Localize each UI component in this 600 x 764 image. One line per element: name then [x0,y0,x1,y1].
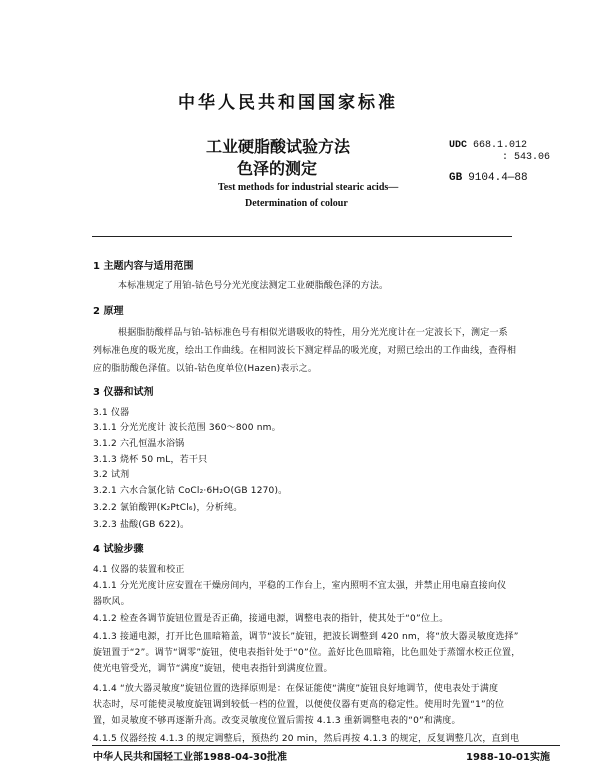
section-2-line2: 列标准色度的吸光度，绘出工作曲线。在相同波长下测定样品的吸光度，对照已绘出的工作曲线，查得相 [93,346,517,356]
section-1-paragraph: 本标准规定了用铂-钴色号分光光度法测定工业硬脂酸色泽的方法。 [118,281,389,291]
section-2-heading: 2 原理 [93,306,124,317]
item-3-1: 3.1 仪器 [93,408,130,418]
item-3-2-3: 3.2.3 盐酸(GB 622)。 [93,520,190,530]
item-4-1-5-line1: 4.1.5 仪器经按 4.1.3 的规定调整后，预热约 20 min，然后再按 4.1.3 的规定，反复调整几次，直到电 [93,734,520,744]
title-chinese-line2: 色泽的测定 [237,159,318,178]
item-4-1-4-line1: 4.1.4 “放大器灵敏度”旋钮位置的选择原则是：在保证能使“满度”旋钮良好地调节，使电表处于满度 [93,684,499,694]
item-4-1-4-line2: 状态时，尽可能使灵敏度旋钮调到较低一档的位置，以便使仪器有更高的稳定性。使用时先置“1”的位 [93,700,505,710]
section-2-line3: 应的脂肪酸色泽值。以铂-钴色度单位(Hazen)表示之。 [93,364,318,374]
item-4-1-2: 4.1.2 检查各调节旋钮位置是否正确，接通电源，调整电表的指针，使其处于“0”位上。 [93,614,449,624]
gb-label: GB [449,172,463,184]
section-3-heading: 3 仪器和试剂 [93,387,154,398]
title-english-line1: Test methods for industrial stearic acids— [218,182,399,193]
item-4-1-3-line1: 4.1.3 接通电源，打开比色皿暗箱盖，调节“波长”旋钮，把波长调整到 420 nm，将“放大器灵敏度选择” [93,632,519,642]
udc-value: 668.1.012 [473,140,528,151]
national-standard-header: 中华人民共和国国家标准 [178,93,398,113]
header-divider [92,236,512,237]
footer-divider [92,745,560,746]
implementation-date: 1988-10-01实施 [466,752,550,763]
item-3-2-1: 3.2.1 六水合氯化钴 CoCl₂·6H₂O(GB 1270)。 [93,486,288,496]
gb-value: 9104.4—88 [468,172,528,184]
item-4-1: 4.1 仪器的装置和校正 [93,565,185,575]
udc-label: UDC [449,140,468,151]
section-4-heading: 4 试验步骤 [93,544,144,555]
udc-code [449,140,527,151]
item-4-1-3-line2: 旋钮置于“2”。调节“调零”旋钮，使电表指针处于“0”位。盖好比色皿暗箱，比色皿处于蒸馏水校正位置， [93,648,521,658]
item-4-1-3-line3: 使光电管受光，调节“满度”旋钮，使电表指针到满度位置。 [93,664,333,674]
item-4-1-1-line1: 4.1.1 分光光度计应安置在干燥房间内，平稳的工作台上，室内照明不宜太强，并禁止用电扇直接向仪 [93,581,507,591]
item-3-2: 3.2 试剂 [93,470,130,480]
item-3-1-1: 3.1.1 分光光度计 波长范围 360～800 nm。 [93,423,281,433]
title-chinese-line1: 工业硬脂酸试验方法 [206,137,351,156]
item-4-1-1-line2: 器吹风。 [93,597,130,607]
udc-code-line2: : 543.06 [502,152,551,163]
approval-statement: 中华人民共和国轻工业部1988-04-30批准 [93,752,287,763]
item-3-1-3: 3.1.3 烧杯 50 mL，若干只 [93,455,208,465]
item-3-2-2: 3.2.2 氯铂酸钾(K₂PtCl₆)，分析纯。 [93,503,243,513]
title-english-line2: Determination of colour [245,198,348,209]
item-4-1-4-line3: 置，如灵敏度不够再逐渐升高。改变灵敏度位置后需按 4.1.3 重新调整电表的“0”和满度。 [93,716,461,726]
item-3-1-2: 3.1.2 六孔恒温水浴锅 [93,439,185,449]
section-1-heading: 1 主题内容与适用范围 [93,261,194,272]
section-2-line1: 根据脂肪酸样品与铂-钴标准色号有相似光谱吸收的特性，用分光光度计在一定波长下，测定一系 [118,328,508,338]
gb-number [449,172,528,184]
